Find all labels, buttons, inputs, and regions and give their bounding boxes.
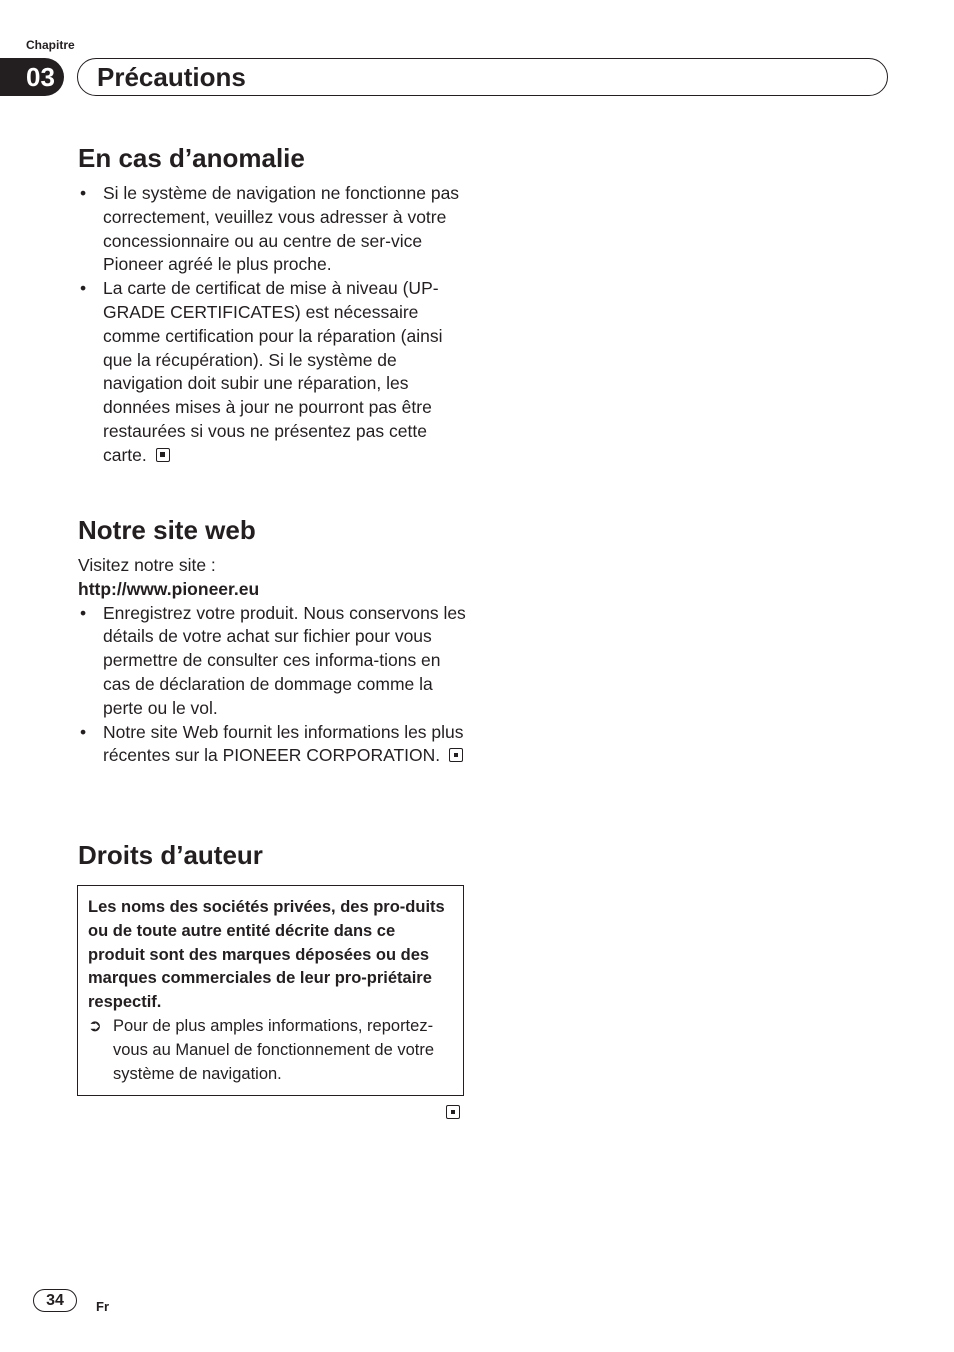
- list-item-text: Enregistrez votre produit. Nous conservons les détails de votre achat sur fichier pour vous permettre de consulter ces informa-tions en cas de déclaration de dommage comme la perte ou le vol.: [103, 602, 466, 718]
- section-body-anomalie: [78, 182, 468, 468]
- bullet-icon: •: [80, 721, 87, 742]
- list-item: [78, 182, 468, 277]
- note-item: [88, 1015, 453, 1086]
- end-of-section-icon: [156, 448, 170, 462]
- end-of-section-icon: [449, 748, 463, 762]
- list-item-text: La carte de certificat de mise à niveau (UP-GRADE CERTIFICATES) est nécessaire comme certification pour la réparation (ainsi que la récupération). Si le système de navigation doit subir une réparation, les données mises à jour ne pourront pas être restaurées si vous ne présentez pas cette carte.: [103, 278, 443, 465]
- language-code: Fr: [96, 1299, 109, 1314]
- chapter-label: Chapitre: [26, 38, 75, 52]
- list-item: [78, 602, 468, 721]
- list-item-text: Si le système de navigation ne fonctionne pas correctement, veuillez vous adresser à votre concessionnaire ou au centre de ser-vice Pioneer agréé le plus proche.: [103, 183, 460, 275]
- bullet-icon: •: [80, 183, 87, 203]
- notice-text: Les noms des sociétés privées, des pro-duits ou de toute autre entité décrite dans ce produit sont des marques déposées ou des marques commerciales de leur pro-priétaire respectif.: [88, 898, 445, 1012]
- end-of-section-icon: [446, 1105, 460, 1119]
- chapter-title: Précautions: [97, 62, 246, 92]
- note-text: Pour de plus amples informations, reportez-vous au Manuel de fonctionnement de votre système de navigation.: [113, 1016, 435, 1083]
- section-body-web: [78, 554, 468, 768]
- copyright-notice-box: [77, 885, 464, 1096]
- intro-text: Visitez notre site :: [78, 555, 216, 575]
- chapter-number-tab: 03: [0, 58, 64, 96]
- section-title-web: Notre site web: [78, 515, 256, 545]
- list-item: [78, 721, 468, 769]
- list-item-text: Notre site Web fournit les informations les plus récentes sur la PIONEER CORPORATION.: [103, 721, 464, 766]
- website-link[interactable]: http://www.pioneer.eu: [78, 578, 260, 599]
- page-number: 34: [33, 1289, 77, 1312]
- bullet-icon: •: [80, 278, 87, 299]
- bullet-icon: •: [80, 602, 87, 623]
- arrow-right-icon: ➲: [88, 1016, 102, 1035]
- section-title-anomalie: En cas d’anomalie: [78, 143, 305, 173]
- list-item: [78, 277, 468, 467]
- section-title-droits: Droits d’auteur: [78, 840, 263, 870]
